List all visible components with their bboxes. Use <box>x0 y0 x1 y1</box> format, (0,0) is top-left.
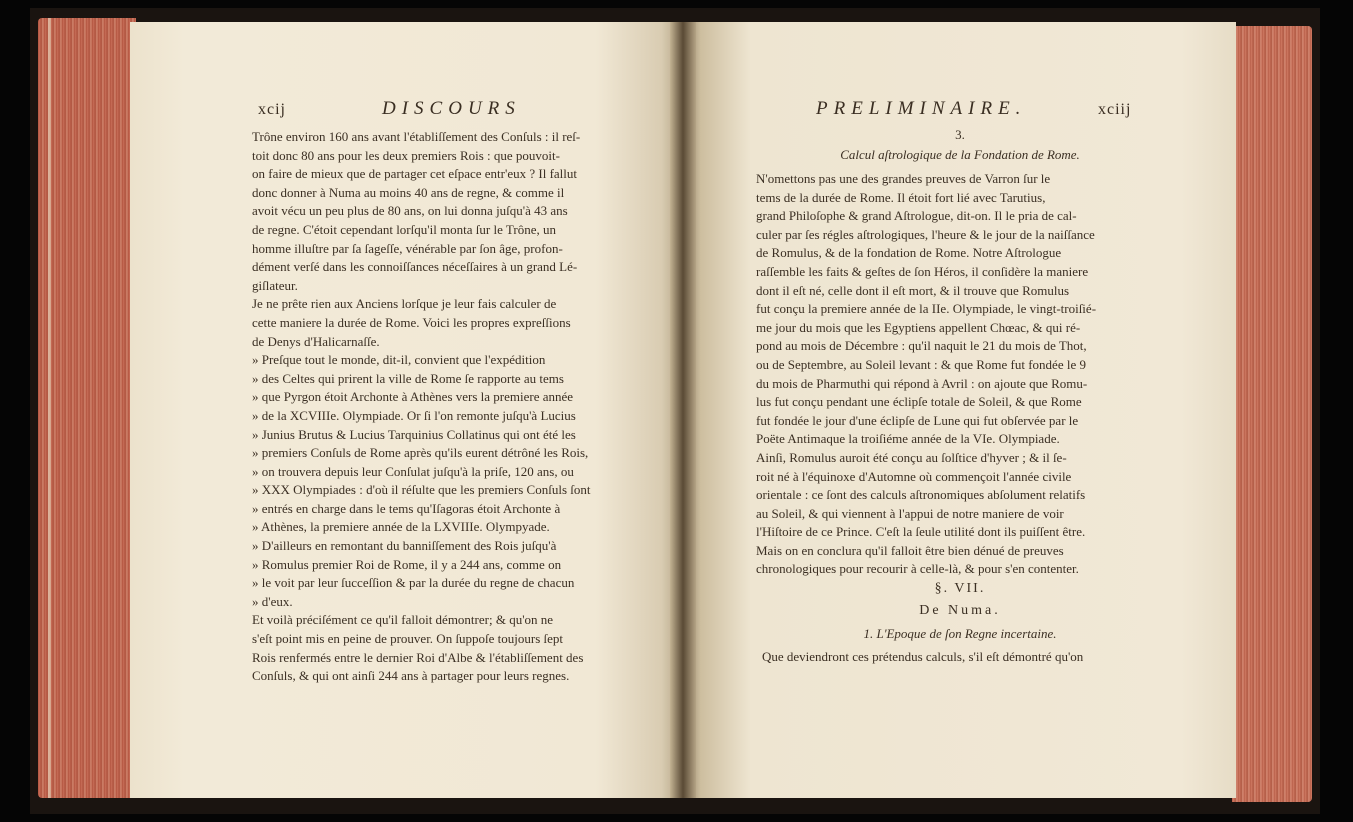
text-line: Que deviendront ces prétendus calculs, s'il eſt démontré qu'on <box>762 649 1084 664</box>
right-running-head: PRELIMINAIRE. <box>816 98 1027 119</box>
text-line: Ainſi, Romulus auroit été conçu au ſolſtice d'hyver ; & il ſe- <box>756 449 1067 465</box>
right-page-number: xciij <box>1098 101 1132 118</box>
text-line: orientale : ce ſont des calculs aſtronomiques abſolument relatifs <box>756 487 1086 503</box>
text-line: au Soleil, & qui viennent à l'appui de notre maniere de voir <box>756 505 1064 521</box>
chapter-title: De Numa. <box>919 603 1001 618</box>
text-line: lus fut conçu pendant une éclipſe totale de Soleil, & que Rome <box>756 394 1082 410</box>
section-number: 3. <box>955 127 965 142</box>
left-page-edges <box>38 18 136 798</box>
text-line: raſſemble les faits & geſtes de ſon Héros, il conſidère la maniere <box>756 263 1089 279</box>
text-line: Rois renfermés entre le dernier Roi d'Albe & l'établiſſement des <box>252 649 584 665</box>
text-line: du mois de Pharmuthi qui répond à Avril : on ajoute que Romu- <box>756 375 1088 391</box>
text-line: pond au mois de Décembre : qu'il naquit le 21 du mois de Thot, <box>756 338 1087 354</box>
text-line: Poëte Antimaque la troiſiéme année de la VIe. Olympiade. <box>756 431 1060 447</box>
section-title: Calcul aſtrologique de la Fondation de Rome. <box>840 147 1080 162</box>
text-line: N'omettons pas une des grandes preuves de Varron ſur le <box>756 171 1051 186</box>
left-page-number: xcij <box>258 101 286 118</box>
text-line: tems de la durée de Rome. Il étoit fort lié avec Tarutius, <box>756 189 1046 205</box>
left-page-text <box>252 128 638 686</box>
text-line: Et voilà préciſément ce qu'il falloit démontrer; & qu'on ne <box>252 612 554 628</box>
last-line <box>762 648 1154 667</box>
text-line: » premiers Conſuls de Rome après qu'ils eurent détrôné les Rois, <box>252 445 589 461</box>
text-line: fut fondée le jour d'une éclipſe de Lune qui fut obſervée par le <box>756 412 1079 428</box>
text-line: cette maniere la durée de Rome. Voici les propres expreſſions <box>252 314 571 330</box>
text-line: fut conçu la premiere année de la IIe. Olympiade, le vingt-troiſié- <box>756 301 1097 317</box>
text-line: grand Philoſophe & grand Aſtrologue, dit-on. Il le pria de cal- <box>756 208 1077 224</box>
text-line: » Preſque tout le monde, dit-il, convient que l'expédition <box>252 352 546 368</box>
text-line: on faire de mieux que de partager cet eſpace entr'eux ? Il fallut <box>252 166 578 182</box>
text-line: Trône environ 160 ans avant l'établiſſement des Conſuls : il reſ- <box>252 129 581 144</box>
text-line: Mais on en conclura qu'il falloit être bien dénué de preuves <box>756 542 1064 558</box>
text-line: » que Pyrgon étoit Archonte à Athènes vers la premiere année <box>252 389 574 405</box>
text-line: » entrés en charge dans le tems qu'Iſagoras étoit Archonte à <box>252 500 561 516</box>
text-line: dont il eſt né, celle dont il eſt mort, & il trouve que Romulus <box>756 282 1070 298</box>
text-line: Je ne prête rien aux Anciens lorſque je leur fais calculer de <box>252 296 557 312</box>
text-line: » le voit par leur ſucceſſion & par la durée du regne de chacun <box>252 575 575 591</box>
text-line: culer par ſes régles aſtrologiques, l'heure & le jour de la naiſſance <box>756 226 1095 242</box>
book-gutter <box>670 22 696 798</box>
text-line: » de la XCVIIIe. Olympiade. Or ſi l'on remonte juſqu'à Lucius <box>252 407 576 423</box>
text-line: donc donner à Numa au moins 40 ans de regne, & comme il <box>252 184 565 200</box>
right-page-text <box>756 170 1148 579</box>
text-line: » d'eux. <box>252 593 293 609</box>
text-line: homme illuſtre par ſa ſageſſe, vénérable par ſon âge, profon- <box>252 240 563 256</box>
text-line: » XXX Olympiades : d'où il réſulte que les premiers Conſuls ſont <box>252 482 591 498</box>
subsection-title: 1. L'Epoque de ſon Regne incertaine. <box>863 626 1057 641</box>
text-line: Conſuls, & qui ont ainſi 244 ans à partager pour leurs regnes. <box>252 668 570 684</box>
text-line: chronologiques pour recourir à celle-là, & pour s'en contenter. <box>756 561 1079 577</box>
text-line: de Denys d'Halicarnaſſe. <box>252 333 380 349</box>
right-page-edges <box>1232 26 1312 802</box>
text-line: » Athènes, la premiere année de la LXVIIIe. Olympyade. <box>252 519 550 535</box>
text-line: dément verſé dans les connoiſſances néceſſaires à un grand Lé- <box>252 259 578 275</box>
text-line: l'Hiſtoire de ce Prince. C'eſt la ſeule utilité dont ils puiſſent être. <box>756 524 1086 540</box>
text-line: » Romulus premier Roi de Rome, il y a 244 ans, comme on <box>252 556 562 572</box>
chapter-heading: §. VII. <box>934 581 986 596</box>
text-line: » Junius Brutus & Lucius Tarquinius Collatinus qui ont été les <box>252 426 576 442</box>
text-line: roit né à l'équinoxe d'Automne où commençoit l'année civile <box>756 468 1072 484</box>
text-line: » on trouvera depuis leur Conſulat juſqu'à la priſe, 120 ans, ou <box>252 463 574 479</box>
text-line: ou de Septembre, au Soleil levant : & que Rome fut fondée le 9 <box>756 356 1086 372</box>
text-line: toit donc 80 ans pour les deux premiers Rois : que pouvoit- <box>252 147 560 163</box>
text-line: s'eſt point mis en peine de prouver. On ſuppoſe toujours ſept <box>252 631 564 647</box>
text-line: de Romulus, & de la fondation de Rome. Notre Aſtrologue <box>756 245 1062 261</box>
text-line: » des Celtes qui prirent la ville de Rome ſe rapporte au tems <box>252 370 564 386</box>
text-line: de regne. C'étoit cependant lorſqu'il monta ſur le Trône, un <box>252 221 556 237</box>
text-line: giſlateur. <box>252 277 298 293</box>
text-line: me jour du mois que les Egyptiens appellent Chœac, & qui ré- <box>756 319 1081 335</box>
text-line: avoit vécu un peu plus de 80 ans, on lui donna juſqu'à 43 ans <box>252 203 568 219</box>
text-line: » D'ailleurs en remontant du banniſſement des Rois juſqu'à <box>252 538 557 554</box>
left-running-head: DISCOURS <box>382 98 521 119</box>
